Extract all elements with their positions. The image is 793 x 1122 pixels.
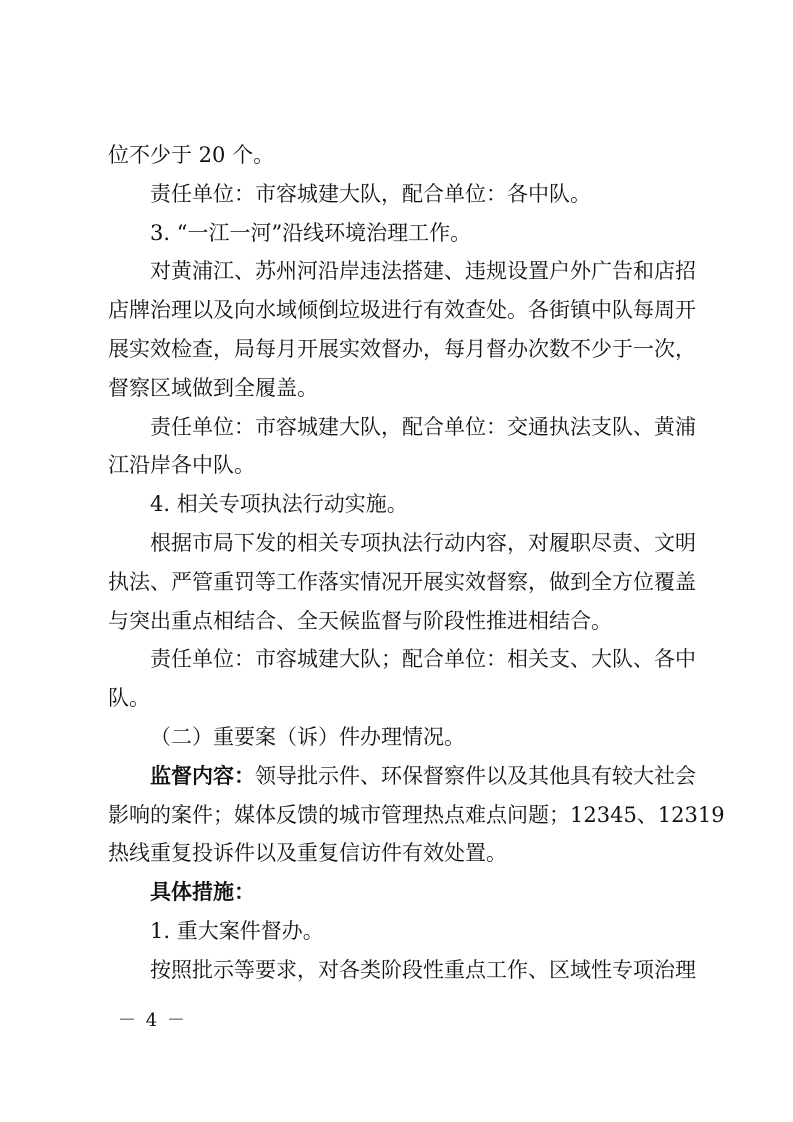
text-line: 执法、严管重罚等工作落实情况开展实效督察，做到全方位覆盖 bbox=[108, 569, 696, 594]
text-line: 责任单位：市容城建大队；配合单位：相关支、大队、各中 bbox=[150, 647, 696, 672]
section-heading: 1. 重大案件督办。 bbox=[150, 918, 324, 943]
text-line: 督察区域做到全履盖。 bbox=[108, 375, 318, 400]
label-supervision-content: 监督内容： bbox=[150, 763, 255, 788]
document-body bbox=[108, 136, 725, 990]
text-line: 根据市局下发的相关专项执法行动内容，对履职尽责、文明 bbox=[150, 530, 696, 555]
text-line bbox=[108, 757, 694, 796]
text-line: 按照批示等要求，对各类阶段性重点工作、区域性专项治理 bbox=[150, 957, 696, 982]
text-line: 位不少于 20 个。 bbox=[108, 143, 275, 167]
text-line: 责任单位：市容城建大队，配合单位：各中队。 bbox=[150, 181, 591, 206]
label-specific-measures: 具体措施： bbox=[150, 880, 255, 905]
text-line: 店牌治理以及向水域倾倒垃圾进行有效查处。各街镇中队每周开 bbox=[108, 298, 696, 323]
text-line bbox=[108, 873, 694, 912]
text-line: 影响的案件；媒体反馈的城市管理热点难点问题；12345、12319 bbox=[108, 802, 725, 827]
section-heading: 3. “一江一河”沿线环境治理工作。 bbox=[150, 220, 472, 245]
section-heading: 4. 相关专项执法行动实施。 bbox=[150, 492, 408, 517]
text-line: 与突出重点相结合、全天候监督与阶段性推进相结合。 bbox=[108, 608, 612, 633]
section-heading: （二）重要案（诉）件办理情况。 bbox=[150, 724, 465, 749]
text-line: 展实效检查，局每月开展实效督办，每月督办次数不少于一次， bbox=[108, 336, 696, 361]
text-line: 热线重复投诉件以及重复信访件有效处置。 bbox=[108, 841, 507, 866]
page-number: － 4 － bbox=[118, 1010, 187, 1031]
text-line: 江沿岸各中队。 bbox=[108, 453, 255, 478]
text-fragment: 领导批示件、环保督察件以及其他具有较大社会 bbox=[255, 763, 696, 788]
text-line: 对黄浦江、苏州河沿岸违法搭建、违规设置户外广告和店招 bbox=[150, 259, 696, 284]
text-line: 队。 bbox=[108, 686, 150, 711]
text-line: 责任单位：市容城建大队，配合单位：交通执法支队、黄浦 bbox=[150, 414, 696, 439]
